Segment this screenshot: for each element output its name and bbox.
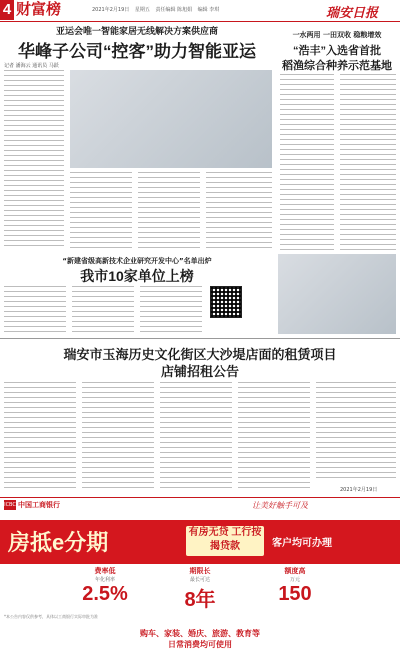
ad-stat-label: 额度高 [284,567,306,575]
ad-stat-value: 8年 [184,589,216,611]
issue-editor: 责任编辑 陈旭娟 [155,7,193,13]
ad-stat-note: 最长可达 [189,577,210,583]
ad-stat-label: 费率低 [94,567,116,575]
qr-code [210,286,242,318]
section-number: 4 [0,0,14,20]
notice-body-col1 [4,382,76,492]
icbc-logo: ICBC [4,502,16,508]
header-rule [0,21,400,22]
story1-kicker: 亚运会唯一智能家居无线解决方案供应商 [55,27,218,37]
story1-body-col4 [206,172,272,250]
story2-photo [278,254,396,334]
notice-body-col2 [82,382,154,492]
story3-body-col2 [72,286,134,334]
issue-date: 2021年2月19日 [92,7,130,13]
issue-weekday: 星期五 [134,7,150,13]
ad-title: 房抵e分期 [8,530,109,555]
notice-body-col4 [238,382,310,492]
ad-stat-amount [250,566,340,626]
newspaper-logo: 瑞安日报 [326,6,379,21]
ad-uses: 购车、家装、婚庆、旅游、教育等 [140,629,260,638]
notice-title-line1: 瑞安市玉海历史文化街区大沙堤店面的租赁项目 [63,347,337,362]
notice-date: 2021年2月19日 [340,487,378,493]
story1-headline: 华峰子公司“控客”助力智能亚运 [18,42,256,61]
section-name: 财富榜 [16,1,62,18]
story1-body-col2 [70,172,132,250]
notice-body-col5 [316,382,396,482]
ad-stat-value: 150 [278,583,312,605]
story2-headline-line2: 稻渔综合种养示范基地 [282,60,392,72]
story1-byline: 记者 潘海云 通讯员 马跃 [4,63,59,69]
ad-feature-box: 有房无贷 工行按揭贷款 [186,526,264,556]
story2-body-col1 [280,74,334,250]
issue-meta [92,6,223,13]
divider [0,338,400,339]
ad-stat-value: 2.5% [82,583,128,605]
story2-body-col2 [340,74,396,250]
ad-slogan: 让美好触手可及 [252,501,308,510]
ad-tagline: 客户均可办理 [272,538,332,549]
notice-title-line2: 店铺招租公告 [160,364,239,379]
story1-body-col3 [138,172,200,250]
ad-top-bar [0,497,400,512]
ad-stat-term [155,566,245,626]
notice-body-col3 [160,382,232,492]
ad-footer: 日常消费均可使用 [168,640,232,649]
ad-stat-note: 万元 [289,577,300,583]
ad-stat-note: 年化利率 [94,577,115,583]
ad-fine-print: *本公告内容仅供参考，具体以工商银行实际审批为准 [4,614,98,619]
story3-body-col1 [4,286,66,334]
story3-kicker: “新建省级高新技术企业研究开发中心”名单出炉 [62,257,212,265]
story2-headline-line1: “浩丰”入选省首批 [293,45,381,57]
bank-name: 中国工商银行 [18,501,60,509]
story1-body-col1 [4,70,64,250]
issue-layout-editor: 编辑 李琪 [197,7,220,13]
story3-body-col3 [140,286,202,334]
ad-stat-label: 期限长 [189,567,211,575]
story2-kicker: 一水两用 一田双收 稳粮增效 [292,31,382,39]
story1-photo [70,70,272,168]
story3-headline: 我市10家单位上榜 [80,268,194,284]
